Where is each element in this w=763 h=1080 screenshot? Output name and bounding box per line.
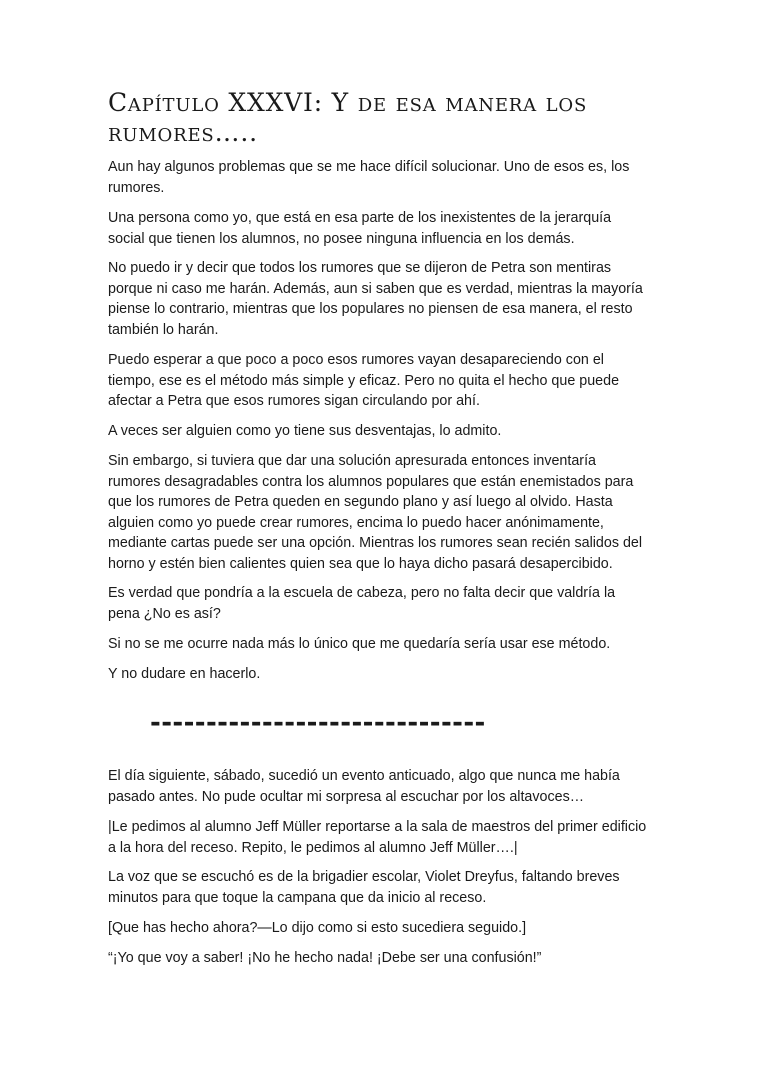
paragraph: “¡Yo que voy a saber! ¡No he hecho nada! ¡Debe ser una confusión!” [108,950,542,966]
paragraph: [Que has hecho ahora?—Lo dijo como si esto sucediera seguido.] [108,920,527,936]
paragraph: No puedo ir y decir que todos los rumores que se dijeron de Petra son mentiras porque ni caso me harán. Además, aun si saben que es verdad, mientras la mayoría piense lo contrario, mientras que los populares no piensen de esa manera, el resto también lo harán. [108,260,643,338]
paragraph: Una persona como yo, que está en esa parte de los inexistentes de la jerarquía social que tienen los alumnos, no posee ninguna influencia en los demás. [108,210,612,247]
paragraph: |Le pedimos al alumno Jeff Müller reportarse a la sala de maestros del primer edificio a la hora del receso. Repito, le pedimos al alumno Jeff Müller….| [108,819,647,856]
paragraph: El día siguiente, sábado, sucedió un evento anticuado, algo que nunca me había pasado antes. No pude ocultar mi sorpresa al escuchar por los altavoces… [108,768,620,805]
paragraph: A veces ser alguien como yo tiene sus desventajas, lo admito. [108,423,502,439]
paragraph: Si no se me ocurre nada más lo único que me quedaría sería usar ese método. [108,636,611,652]
paragraph: Aun hay algunos problemas que se me hace difícil solucionar. Uno de esos es, los rumores. [108,159,630,196]
paragraph: Sin embargo, si tuviera que dar una solución apresurada entonces inventaría rumores desagradables contra los alumnos populares que están enemistados para que los rumores de Petra queden en segundo plano y así luego al olvido. Hasta alguien como yo puede crear rumores, encima lo puedo hacer anónimamente, mediante cartas puede ser una opción. Mientras los rumores sean recién salidos del horno y estén bien calientes quien sea que lo haya dicho pasará desapercibido. [108,453,643,572]
paragraph: Y no dudare en hacerlo. [108,666,261,682]
paragraph: Es verdad que pondría a la escuela de cabeza, pero no falta decir que valdría la pena ¿No es así? [108,585,616,622]
chapter-title: Capítulo XXXVI: Y de esa manera los rumores….. [108,88,588,147]
paragraph: La voz que se escuchó es de la brigadier escolar, Violet Dreyfus, faltando breves minutos para que toque la campana que da inicio al receso. [108,869,620,906]
section-separator: ------------------------------ [150,708,486,738]
paragraph: Puedo esperar a que poco a poco esos rumores vayan desapareciendo con el tiempo, ese es el método más simple y eficaz. Pero no quita el hecho que puede afectar a Petra que esos rumores sigan circulando por ahí. [108,352,620,409]
